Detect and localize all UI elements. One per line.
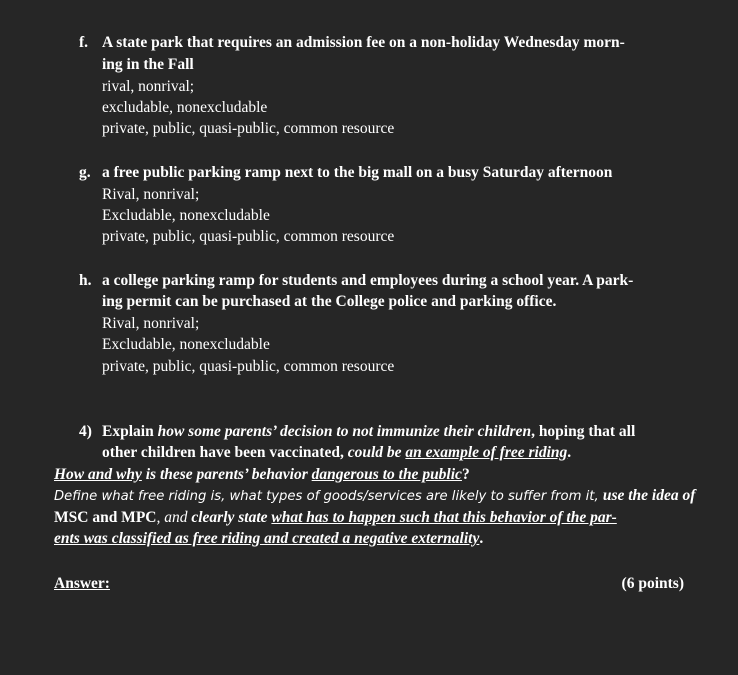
item-h-option-rivalry: Rival, nonrival; — [102, 315, 200, 332]
q4-parents-decision: how some parents’ decision to not immunize their children — [157, 423, 532, 440]
item-h-marker: h. — [79, 272, 92, 289]
question-4-line-4 — [54, 487, 695, 505]
q4-msc-mpc: MSC and MPC — [54, 509, 157, 526]
q4-how-and-why: How and why — [54, 466, 142, 483]
item-g-option-rivalry: Rival, nonrival; — [102, 186, 200, 203]
question-4-line-3 — [54, 466, 470, 484]
question-4-line-2 — [102, 444, 571, 462]
question-4-number: 4) — [79, 423, 92, 440]
item-g-title-line-1: a free public parking ramp next to the big mall on a busy Saturday afternoon — [102, 164, 613, 181]
item-h-option-goods-type: private, public, quasi-public, common resource — [102, 358, 395, 375]
q4-example-free-riding: an example of free riding — [405, 444, 568, 461]
points-label: (6 points) — [621, 575, 684, 592]
item-h-title-line-2: ing permit can be purchased at the College police and parking office. — [102, 293, 557, 310]
q4-hoping: , hoping that all — [531, 423, 636, 440]
answer-label: Answer: — [54, 575, 110, 592]
item-f-title-line-2: ing in the Fall — [102, 56, 194, 73]
item-g-option-excludability: Excludable, nonexcludable — [102, 207, 270, 224]
item-h-title-line-1: a college parking ramp for students and employees during a school year. A park- — [102, 272, 634, 289]
item-g-option-goods-type: private, public, quasi-public, common resource — [102, 228, 395, 245]
q4-question-mark: ? — [461, 466, 470, 483]
question-4-line-5 — [54, 509, 617, 527]
item-f-marker: f. — [79, 34, 89, 51]
q4-define-free-riding: Define what free riding is, what types of goods/services are likely to suffer from it, — [54, 489, 603, 504]
q4-what-has-to-happen: what has to happen such that this behavior of the par- — [271, 509, 617, 526]
item-f-option-rivalry: rival, nonrival; — [102, 78, 195, 95]
q4-parents-behavior: is these parents’ behavior — [141, 466, 312, 483]
item-h-option-excludability: Excludable, nonexcludable — [102, 336, 270, 353]
q4-explain: Explain — [102, 423, 158, 440]
q4-period: . — [567, 444, 572, 461]
q4-could-be: could be — [347, 444, 406, 461]
q4-use-idea-of: use the idea of — [602, 487, 696, 504]
q4-negative-externality: ents was classified as free riding and created a negative externality — [54, 530, 480, 547]
q4-end-period: . — [479, 530, 484, 547]
q4-other-children: other children have been vaccinated, — [102, 444, 348, 461]
q4-and: , and — [156, 509, 192, 526]
question-4-line-1 — [102, 423, 635, 441]
item-f-title-line-1: A state park that requires an admission fee on a non-holiday Wednesday morn- — [102, 34, 625, 51]
item-f-option-goods-type: private, public, quasi-public, common resource — [102, 120, 395, 137]
item-g-marker: g. — [79, 164, 91, 181]
q4-dangerous-to-public: dangerous to the public — [311, 466, 462, 483]
item-f-option-excludability: excludable, nonexcludable — [102, 99, 268, 116]
q4-clearly-state: clearly state — [191, 509, 272, 526]
question-4-line-6 — [54, 530, 483, 548]
